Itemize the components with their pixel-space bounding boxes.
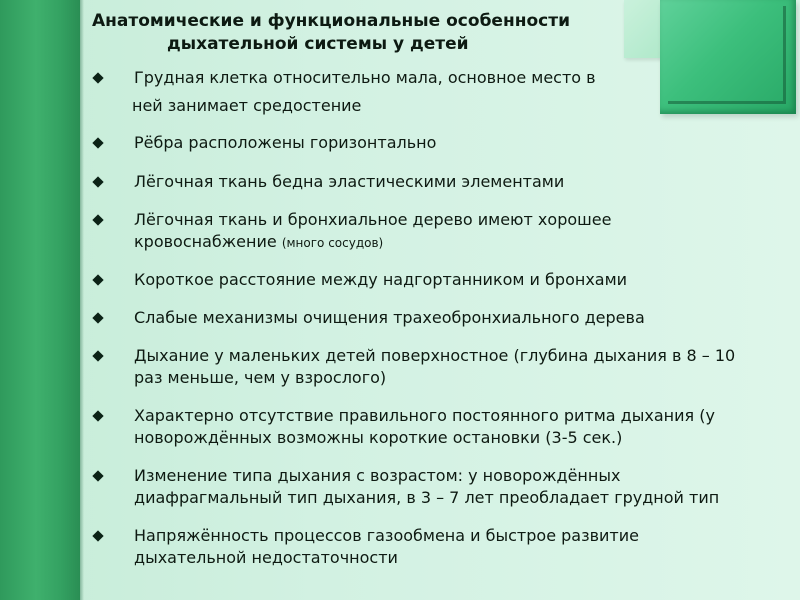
bullet-text: Дыхание у маленьких детей поверхностное (глубина дыхания в 8 – 10 <box>134 346 736 365</box>
bullet-text-continued: новорождённых возможны короткие остановки (3-5 сек.) <box>134 428 623 447</box>
diamond-bullet-icon <box>92 137 103 148</box>
bullet-text: Лёгочная ткань и бронхиальное дерево имеют хорошее <box>134 210 612 229</box>
bullet-item <box>92 307 798 329</box>
bullet-item <box>92 209 798 254</box>
bullet-text-continued: диафрагмальный тип дыхания, в 3 – 7 лет преобладает грудной тип <box>134 488 720 507</box>
bullet-note: (много сосудов) <box>281 236 384 250</box>
diamond-bullet-icon <box>92 274 103 285</box>
diamond-bullet-icon <box>92 176 103 187</box>
bullet-text: Рёбра расположены горизонтально <box>134 133 437 152</box>
bullet-text: Изменение типа дыхания с возрастом: у новорождённых <box>134 466 621 485</box>
left-band-shadow <box>80 0 84 600</box>
diamond-bullet-icon <box>92 312 103 323</box>
bullet-text: Характерно отсутствие правильного постоянного ритма дыхания (у <box>134 406 715 425</box>
bullet-item <box>92 405 798 449</box>
diamond-bullet-icon <box>92 214 103 225</box>
diamond-bullet-icon <box>92 350 103 361</box>
bullet-text: Короткое расстояние между надгортанником и бронхами <box>134 270 628 289</box>
diamond-bullet-icon <box>92 470 103 481</box>
slide-title-line-2: дыхательной системы у детей <box>167 34 469 54</box>
bullet-list <box>92 67 798 569</box>
bullet-item <box>92 171 798 193</box>
bullet-text-continued: ней занимает средостение <box>132 96 362 115</box>
bullet-item <box>92 465 798 509</box>
bullet-text-continued: раз меньше, чем у взрослого) <box>134 368 387 387</box>
bullet-item <box>92 132 798 154</box>
bullet-text-continued: кровоснабжение <box>134 232 277 251</box>
slide-title <box>92 10 632 56</box>
bullet-item <box>92 67 798 117</box>
bullet-text: Грудная клетка относительно мала, основное место в <box>134 68 596 87</box>
bullet-item <box>92 269 798 291</box>
bullet-item <box>92 525 798 569</box>
bullet-text: Слабые механизмы очищения трахеобронхиального дерева <box>134 308 645 327</box>
diamond-bullet-icon <box>92 410 103 421</box>
diamond-bullet-icon <box>92 530 103 541</box>
bullet-item <box>92 345 798 389</box>
slide-title-line-1: Анатомические и функциональные особенности <box>92 11 570 31</box>
bullet-text-continued: дыхательной недостаточности <box>134 548 398 567</box>
left-decorative-band <box>0 0 80 600</box>
diamond-bullet-icon <box>92 72 103 83</box>
bullet-text: Напряжённость процессов газообмена и быстрое развитие <box>134 526 639 545</box>
bullet-text: Лёгочная ткань бедна эластическими элементами <box>134 172 565 191</box>
